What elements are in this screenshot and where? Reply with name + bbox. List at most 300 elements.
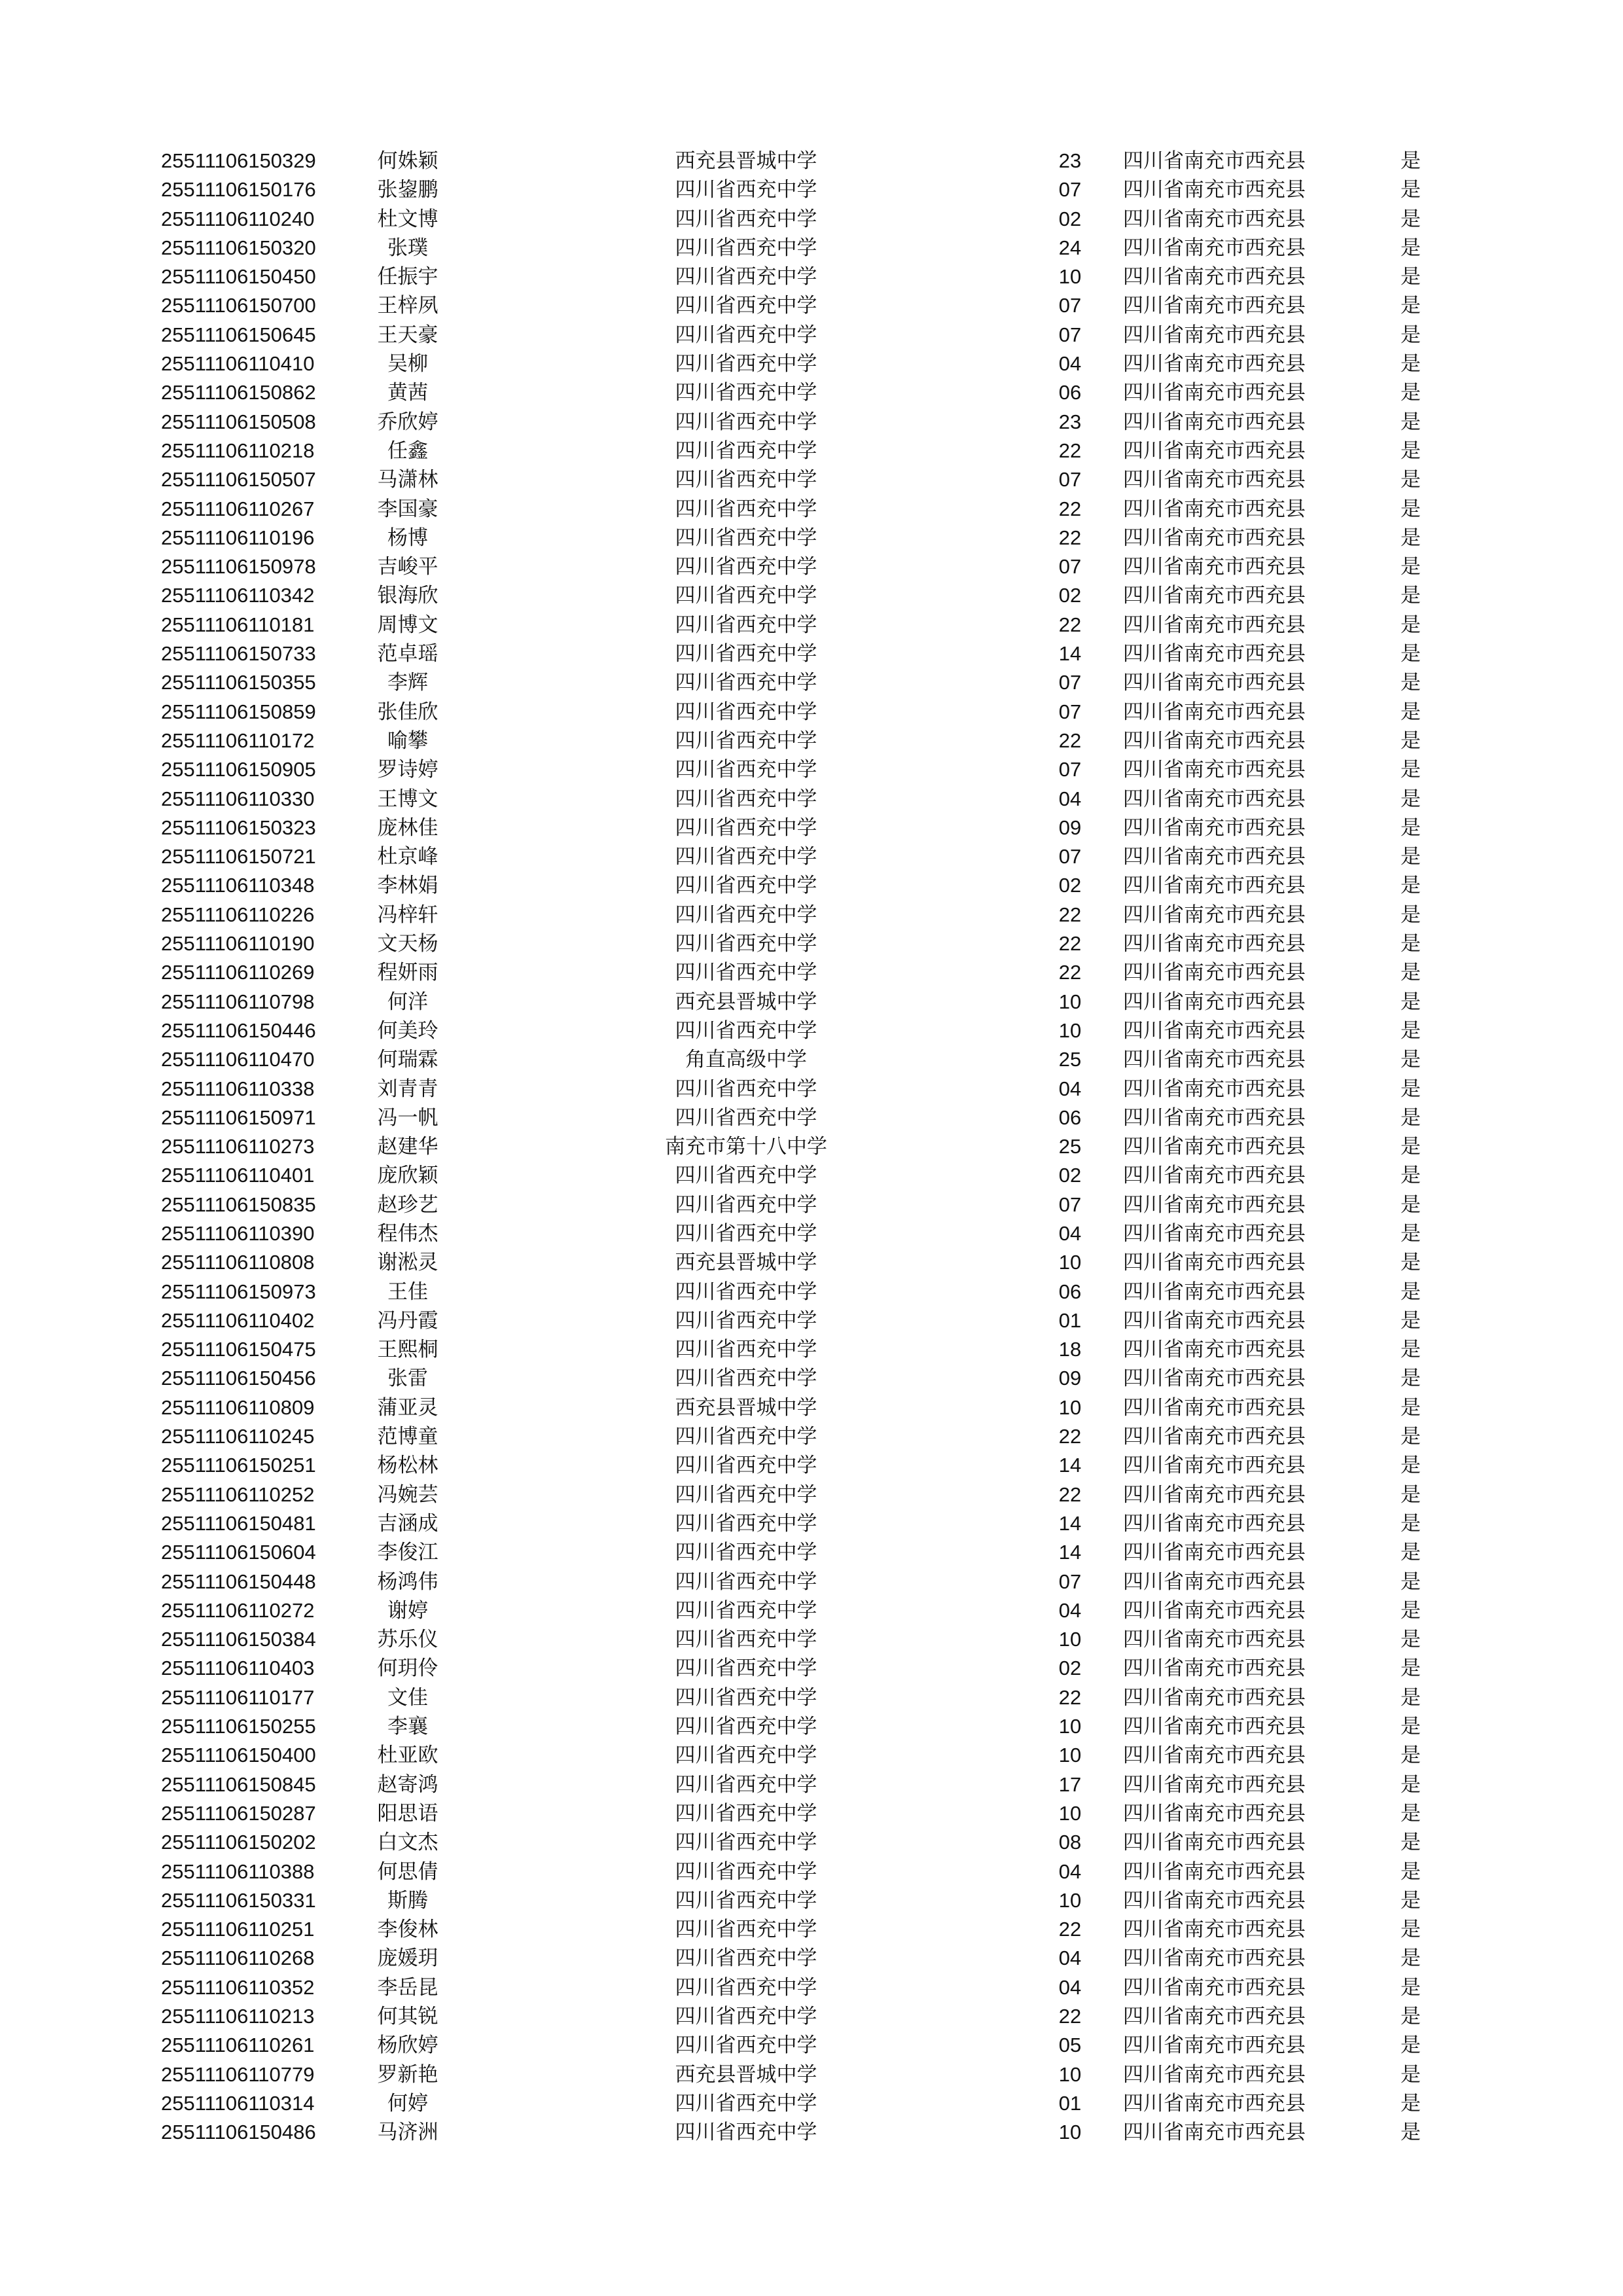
- id-number-cell: 25511106110348: [161, 874, 315, 897]
- table-row: [0, 495, 1623, 524]
- code-cell: 10: [1058, 1395, 1082, 1419]
- id-number-cell: 25511106150400: [161, 1744, 316, 1767]
- school-cell: 西充县晋城中学: [675, 2062, 817, 2087]
- name-cell: 银海欣: [377, 584, 438, 608]
- name-cell: 庞欣颖: [377, 1164, 438, 1188]
- region-cell: 四川省南充市西充县: [1123, 1744, 1306, 1768]
- code-cell: 07: [1058, 671, 1082, 694]
- code-cell: 10: [1058, 1888, 1082, 1912]
- flag-cell: 是: [1400, 1164, 1421, 1188]
- name-cell: 王梓夙: [377, 294, 438, 318]
- flag-cell: 是: [1400, 1308, 1421, 1333]
- name-cell: 杨松林: [377, 1454, 438, 1478]
- flag-cell: 是: [1400, 1425, 1421, 1449]
- code-cell: 04: [1058, 787, 1082, 810]
- flag-cell: 是: [1400, 323, 1421, 347]
- table-row: [0, 1191, 1623, 1219]
- region-cell: 四川省南充市西充县: [1123, 845, 1306, 869]
- school-cell: 四川省西充中学: [675, 1018, 817, 1043]
- school-cell: 四川省西充中学: [675, 439, 817, 463]
- school-cell: 四川省西充中学: [675, 1511, 817, 1535]
- name-cell: 赵建华: [377, 1135, 438, 1159]
- flag-cell: 是: [1400, 1018, 1421, 1043]
- flag-cell: 是: [1400, 1135, 1421, 1159]
- table-row: [0, 1770, 1623, 1799]
- flag-cell: 是: [1400, 728, 1421, 753]
- flag-cell: 是: [1400, 1251, 1421, 1275]
- code-cell: 14: [1058, 1454, 1082, 1477]
- name-cell: 冯丹霞: [377, 1308, 438, 1333]
- flag-cell: 是: [1400, 1628, 1421, 1652]
- school-cell: 四川省西充中学: [675, 294, 817, 318]
- name-cell: 何姝颖: [377, 149, 438, 173]
- region-cell: 四川省南充市西充县: [1123, 1888, 1306, 1912]
- school-cell: 四川省西充中学: [675, 1859, 817, 1884]
- region-cell: 四川省南充市西充县: [1123, 816, 1306, 840]
- school-cell: 西充县晋城中学: [675, 1251, 817, 1275]
- table-row: [0, 871, 1623, 900]
- code-cell: 14: [1058, 642, 1082, 666]
- flag-cell: 是: [1400, 1888, 1421, 1912]
- region-cell: 四川省南充市西充县: [1123, 932, 1306, 956]
- code-cell: 10: [1058, 1715, 1082, 1738]
- code-cell: 10: [1058, 990, 1082, 1013]
- region-cell: 四川省南充市西充县: [1123, 671, 1306, 695]
- name-cell: 张雷: [387, 1367, 428, 1391]
- table-row: [0, 1538, 1623, 1567]
- code-cell: 22: [1058, 1918, 1082, 1941]
- id-number-cell: 25511106110403: [161, 1657, 315, 1680]
- school-cell: 四川省西充中学: [675, 758, 817, 782]
- region-cell: 四川省南充市西充县: [1123, 990, 1306, 1014]
- id-number-cell: 25511106110245: [161, 1425, 315, 1448]
- name-cell: 赵寄鸿: [377, 1772, 438, 1797]
- name-cell: 李襄: [387, 1715, 428, 1739]
- name-cell: 赵珍艺: [377, 1193, 438, 1217]
- flag-cell: 是: [1400, 1395, 1421, 1420]
- region-cell: 四川省南充市西充县: [1123, 1918, 1306, 1942]
- school-cell: 四川省西充中学: [675, 1221, 817, 1246]
- region-cell: 四川省南充市西充县: [1123, 2121, 1306, 2145]
- flag-cell: 是: [1400, 2062, 1421, 2087]
- code-cell: 06: [1058, 1280, 1082, 1303]
- region-cell: 四川省南充市西充县: [1123, 1105, 1306, 1130]
- region-cell: 四川省南充市西充县: [1123, 1251, 1306, 1275]
- id-number-cell: 25511106150721: [161, 845, 316, 869]
- name-cell: 何其锐: [377, 2005, 438, 2028]
- code-cell: 02: [1058, 1657, 1082, 1680]
- flag-cell: 是: [1400, 207, 1421, 231]
- table-row: [0, 2118, 1623, 2147]
- id-number-cell: 25511106150456: [161, 1367, 316, 1390]
- name-cell: 张佳欣: [377, 700, 438, 724]
- id-number-cell: 25511106150905: [161, 758, 316, 781]
- flag-cell: 是: [1400, 816, 1421, 840]
- code-cell: 25: [1058, 1135, 1082, 1158]
- school-cell: 四川省西充中学: [675, 1918, 817, 1942]
- region-cell: 四川省南充市西充县: [1123, 700, 1306, 724]
- flag-cell: 是: [1400, 468, 1421, 492]
- region-cell: 四川省南充市西充县: [1123, 1018, 1306, 1043]
- code-cell: 04: [1058, 1221, 1082, 1245]
- table-row: [0, 2060, 1623, 2089]
- region-cell: 四川省南充市西充县: [1123, 1425, 1306, 1449]
- school-cell: 南充市第十八中学: [665, 1135, 827, 1159]
- id-number-cell: 25511106110273: [161, 1135, 315, 1158]
- table-row: [0, 1045, 1623, 1074]
- table-row: [0, 1451, 1623, 1480]
- name-cell: 程妍雨: [377, 961, 438, 985]
- flag-cell: 是: [1400, 2034, 1421, 2058]
- region-cell: 四川省南充市西充县: [1123, 149, 1306, 173]
- code-cell: 07: [1058, 468, 1082, 492]
- code-cell: 10: [1058, 2121, 1082, 2144]
- name-cell: 黄茜: [387, 381, 428, 405]
- school-cell: 四川省西充中学: [675, 1744, 817, 1768]
- code-cell: 22: [1058, 497, 1082, 520]
- table-row: [0, 234, 1623, 262]
- school-cell: 四川省西充中学: [675, 700, 817, 724]
- flag-cell: 是: [1400, 236, 1421, 260]
- name-cell: 范卓瑶: [377, 642, 438, 666]
- region-cell: 四川省南充市西充县: [1123, 555, 1306, 579]
- code-cell: 02: [1058, 584, 1082, 607]
- name-cell: 何婷: [387, 2091, 428, 2115]
- region-cell: 四川省南充市西充县: [1123, 1772, 1306, 1797]
- flag-cell: 是: [1400, 1657, 1421, 1681]
- region-cell: 四川省南充市西充县: [1123, 1135, 1306, 1159]
- school-cell: 四川省西充中学: [675, 1657, 817, 1681]
- school-cell: 四川省西充中学: [675, 1598, 817, 1623]
- table-row: [0, 901, 1623, 929]
- region-cell: 四川省南充市西充县: [1123, 1511, 1306, 1535]
- code-cell: 07: [1058, 1193, 1082, 1216]
- id-number-cell: 25511106110251: [161, 1918, 315, 1941]
- flag-cell: 是: [1400, 1570, 1421, 1594]
- id-number-cell: 25511106150255: [161, 1715, 316, 1738]
- region-cell: 四川省南充市西充县: [1123, 1598, 1306, 1623]
- id-number-cell: 25511106150973: [161, 1280, 316, 1303]
- code-cell: 17: [1058, 1772, 1082, 1796]
- id-number-cell: 25511106150508: [161, 410, 316, 433]
- code-cell: 10: [1058, 1251, 1082, 1274]
- school-cell: 四川省西充中学: [675, 728, 817, 753]
- region-cell: 四川省南充市西充县: [1123, 207, 1306, 231]
- id-number-cell: 25511106150507: [161, 468, 316, 492]
- school-cell: 四川省西充中学: [675, 613, 817, 637]
- region-cell: 四川省南充市西充县: [1123, 1801, 1306, 1825]
- table-row: [0, 958, 1623, 987]
- school-cell: 四川省西充中学: [675, 1105, 817, 1130]
- name-cell: 张鋆鹏: [377, 178, 438, 202]
- code-cell: 14: [1058, 1541, 1082, 1564]
- flag-cell: 是: [1400, 2091, 1421, 2115]
- flag-cell: 是: [1400, 932, 1421, 956]
- code-cell: 22: [1058, 1685, 1082, 1709]
- region-cell: 四川省南充市西充县: [1123, 642, 1306, 666]
- name-cell: 何美玲: [377, 1018, 438, 1043]
- table-row: [0, 726, 1623, 755]
- code-cell: 18: [1058, 1338, 1082, 1361]
- region-cell: 四川省南充市西充县: [1123, 1395, 1306, 1420]
- region-cell: 四川省南充市西充县: [1123, 1454, 1306, 1478]
- name-cell: 杜文博: [377, 207, 438, 231]
- school-cell: 西充县晋城中学: [675, 990, 817, 1014]
- id-number-cell: 25511106110267: [161, 497, 315, 520]
- name-cell: 李俊林: [377, 1918, 438, 1942]
- table-row: [0, 262, 1623, 291]
- id-number-cell: 25511106110809: [161, 1395, 315, 1419]
- flag-cell: 是: [1400, 758, 1421, 782]
- id-number-cell: 25511106110808: [161, 1251, 315, 1274]
- table-row: [0, 785, 1623, 814]
- name-cell: 冯一帆: [377, 1105, 438, 1130]
- id-number-cell: 25511106110252: [161, 1482, 315, 1506]
- code-cell: 22: [1058, 932, 1082, 956]
- code-cell: 10: [1058, 2062, 1082, 2086]
- school-cell: 四川省西充中学: [675, 1715, 817, 1739]
- id-number-cell: 25511106110330: [161, 787, 315, 810]
- school-cell: 四川省西充中学: [675, 1888, 817, 1912]
- name-cell: 谢婷: [387, 1598, 428, 1623]
- code-cell: 22: [1058, 903, 1082, 926]
- table-row: [0, 2031, 1623, 2060]
- region-cell: 四川省南充市西充县: [1123, 1193, 1306, 1217]
- flag-cell: 是: [1400, 671, 1421, 695]
- code-cell: 07: [1058, 700, 1082, 723]
- table-row: [0, 1422, 1623, 1451]
- table-row: [0, 611, 1623, 639]
- flag-cell: 是: [1400, 1744, 1421, 1768]
- name-cell: 蒲亚灵: [377, 1395, 438, 1420]
- region-cell: 四川省南充市西充县: [1123, 323, 1306, 347]
- code-cell: 22: [1058, 728, 1082, 752]
- table-row: [0, 465, 1623, 494]
- region-cell: 四川省南充市西充县: [1123, 468, 1306, 492]
- school-cell: 四川省西充中学: [675, 1454, 817, 1478]
- name-cell: 杨鸿伟: [377, 1570, 438, 1594]
- flag-cell: 是: [1400, 1801, 1421, 1825]
- table-row: [0, 1683, 1623, 1712]
- table-row: [0, 1335, 1623, 1364]
- name-cell: 庞媛玥: [377, 1946, 438, 1971]
- records-table: [0, 147, 1623, 2147]
- id-number-cell: 25511106150835: [161, 1193, 316, 1216]
- name-cell: 李岳昆: [377, 1975, 438, 2000]
- id-number-cell: 25511106110470: [161, 1048, 315, 1071]
- table-row: [0, 2089, 1623, 2118]
- region-cell: 四川省南充市西充县: [1123, 1975, 1306, 2000]
- flag-cell: 是: [1400, 1859, 1421, 1884]
- region-cell: 四川省南充市西充县: [1123, 1482, 1306, 1507]
- school-cell: 四川省西充中学: [675, 961, 817, 985]
- code-cell: 07: [1058, 758, 1082, 781]
- flag-cell: 是: [1400, 381, 1421, 405]
- name-cell: 程伟杰: [377, 1221, 438, 1246]
- region-cell: 四川省南充市西充县: [1123, 1221, 1306, 1246]
- flag-cell: 是: [1400, 1685, 1421, 1710]
- id-number-cell: 25511106110177: [161, 1685, 315, 1709]
- name-cell: 李国豪: [377, 497, 438, 521]
- flag-cell: 是: [1400, 352, 1421, 376]
- school-cell: 四川省西充中学: [675, 1628, 817, 1652]
- name-cell: 任鑫: [387, 439, 428, 463]
- table-row: [0, 1306, 1623, 1335]
- code-cell: 09: [1058, 816, 1082, 839]
- id-number-cell: 25511106110181: [161, 613, 315, 636]
- id-number-cell: 25511106110798: [161, 990, 315, 1013]
- school-cell: 四川省西充中学: [675, 381, 817, 405]
- region-cell: 四川省南充市西充县: [1123, 410, 1306, 434]
- id-number-cell: 25511106150859: [161, 700, 316, 723]
- code-cell: 10: [1058, 1018, 1082, 1042]
- table-row: [0, 1393, 1623, 1422]
- flag-cell: 是: [1400, 1338, 1421, 1362]
- id-number-cell: 25511106110172: [161, 728, 315, 752]
- table-row: [0, 929, 1623, 958]
- region-cell: 四川省南充市西充县: [1123, 2034, 1306, 2058]
- table-row: [0, 2002, 1623, 2031]
- region-cell: 四川省南充市西充县: [1123, 1280, 1306, 1304]
- table-row: [0, 321, 1623, 350]
- region-cell: 四川省南充市西充县: [1123, 352, 1306, 376]
- flag-cell: 是: [1400, 1598, 1421, 1623]
- region-cell: 四川省南充市西充县: [1123, 2005, 1306, 2028]
- school-cell: 四川省西充中学: [675, 2034, 817, 2058]
- school-cell: 四川省西充中学: [675, 2121, 817, 2145]
- school-cell: 四川省西充中学: [675, 1164, 817, 1188]
- flag-cell: 是: [1400, 1221, 1421, 1246]
- table-row: [0, 408, 1623, 437]
- flag-cell: 是: [1400, 1975, 1421, 2000]
- code-cell: 22: [1058, 526, 1082, 549]
- region-cell: 四川省南充市西充县: [1123, 1657, 1306, 1681]
- code-cell: 22: [1058, 613, 1082, 636]
- flag-cell: 是: [1400, 1511, 1421, 1535]
- flag-cell: 是: [1400, 787, 1421, 811]
- flag-cell: 是: [1400, 1541, 1421, 1565]
- school-cell: 四川省西充中学: [675, 1280, 817, 1304]
- code-cell: 09: [1058, 1367, 1082, 1390]
- flag-cell: 是: [1400, 265, 1421, 289]
- table-row: [0, 524, 1623, 552]
- region-cell: 四川省南充市西充县: [1123, 2091, 1306, 2115]
- name-cell: 罗诗婷: [377, 758, 438, 782]
- name-cell: 吴柳: [387, 352, 428, 376]
- id-number-cell: 25511106110213: [161, 2005, 315, 2028]
- name-cell: 王天豪: [377, 323, 438, 347]
- id-number-cell: 25511106150384: [161, 1628, 316, 1651]
- code-cell: 22: [1058, 961, 1082, 984]
- school-cell: 四川省西充中学: [675, 787, 817, 811]
- flag-cell: 是: [1400, 845, 1421, 869]
- school-cell: 四川省西充中学: [675, 642, 817, 666]
- region-cell: 四川省南充市西充县: [1123, 294, 1306, 318]
- region-cell: 四川省南充市西充县: [1123, 1685, 1306, 1710]
- table-row: [0, 1712, 1623, 1741]
- region-cell: 四川省南充市西充县: [1123, 787, 1306, 811]
- school-cell: 四川省西充中学: [675, 178, 817, 202]
- school-cell: 四川省西充中学: [675, 671, 817, 695]
- id-number-cell: 25511106150176: [161, 178, 316, 202]
- id-number-cell: 25511106110342: [161, 584, 315, 607]
- school-cell: 西充县晋城中学: [675, 1395, 817, 1420]
- id-number-cell: 25511106150475: [161, 1338, 316, 1361]
- flag-cell: 是: [1400, 497, 1421, 521]
- table-row: [0, 1075, 1623, 1103]
- code-cell: 22: [1058, 439, 1082, 462]
- flag-cell: 是: [1400, 149, 1421, 173]
- table-row: [0, 1480, 1623, 1509]
- region-cell: 四川省南充市西充县: [1123, 439, 1306, 463]
- name-cell: 苏乐仪: [377, 1628, 438, 1652]
- school-cell: 四川省西充中学: [675, 1482, 817, 1507]
- region-cell: 四川省南充市西充县: [1123, 1831, 1306, 1855]
- table-row: [0, 1944, 1623, 1973]
- school-cell: 四川省西充中学: [675, 1975, 817, 2000]
- id-number-cell: 25511106150450: [161, 265, 316, 289]
- region-cell: 四川省南充市西充县: [1123, 1048, 1306, 1072]
- school-cell: 四川省西充中学: [675, 1425, 817, 1449]
- table-row: [0, 639, 1623, 668]
- table-row: [0, 1973, 1623, 2002]
- flag-cell: 是: [1400, 1077, 1421, 1101]
- school-cell: 四川省西充中学: [675, 1308, 817, 1333]
- id-number-cell: 25511106110269: [161, 961, 315, 984]
- table-row: [0, 1509, 1623, 1538]
- code-cell: 10: [1058, 265, 1082, 289]
- code-cell: 14: [1058, 1511, 1082, 1535]
- code-cell: 10: [1058, 1744, 1082, 1767]
- region-cell: 四川省南充市西充县: [1123, 1859, 1306, 1884]
- school-cell: 四川省西充中学: [675, 845, 817, 869]
- school-cell: 四川省西充中学: [675, 526, 817, 550]
- region-cell: 四川省南充市西充县: [1123, 497, 1306, 521]
- name-cell: 文佳: [387, 1685, 428, 1710]
- flag-cell: 是: [1400, 1454, 1421, 1478]
- code-cell: 25: [1058, 1048, 1082, 1071]
- code-cell: 07: [1058, 323, 1082, 346]
- school-cell: 四川省西充中学: [675, 352, 817, 376]
- school-cell: 四川省西充中学: [675, 497, 817, 521]
- name-cell: 杜亚欧: [377, 1744, 438, 1768]
- flag-cell: 是: [1400, 294, 1421, 318]
- flag-cell: 是: [1400, 555, 1421, 579]
- table-row: [0, 842, 1623, 871]
- school-cell: 四川省西充中学: [675, 1831, 817, 1855]
- id-number-cell: 25511106150331: [161, 1888, 316, 1912]
- region-cell: 四川省南充市西充县: [1123, 1541, 1306, 1565]
- id-number-cell: 25511106150287: [161, 1801, 316, 1825]
- region-cell: 四川省南充市西充县: [1123, 265, 1306, 289]
- id-number-cell: 25511106110268: [161, 1946, 315, 1970]
- name-cell: 李辉: [387, 671, 428, 695]
- id-number-cell: 25511106110352: [161, 1975, 315, 1999]
- table-row: [0, 1103, 1623, 1132]
- id-number-cell: 25511106110196: [161, 526, 315, 549]
- table-row: [0, 988, 1623, 1016]
- flag-cell: 是: [1400, 1048, 1421, 1072]
- id-number-cell: 25511106110410: [161, 352, 315, 376]
- school-cell: 四川省西充中学: [675, 1685, 817, 1710]
- id-number-cell: 25511106150845: [161, 1772, 316, 1796]
- table-row: [0, 378, 1623, 407]
- name-cell: 何思倩: [377, 1859, 438, 1884]
- table-row: [0, 668, 1623, 697]
- name-cell: 阳思语: [377, 1801, 438, 1825]
- school-cell: 角直高级中学: [685, 1048, 807, 1072]
- id-number-cell: 25511106110226: [161, 903, 315, 926]
